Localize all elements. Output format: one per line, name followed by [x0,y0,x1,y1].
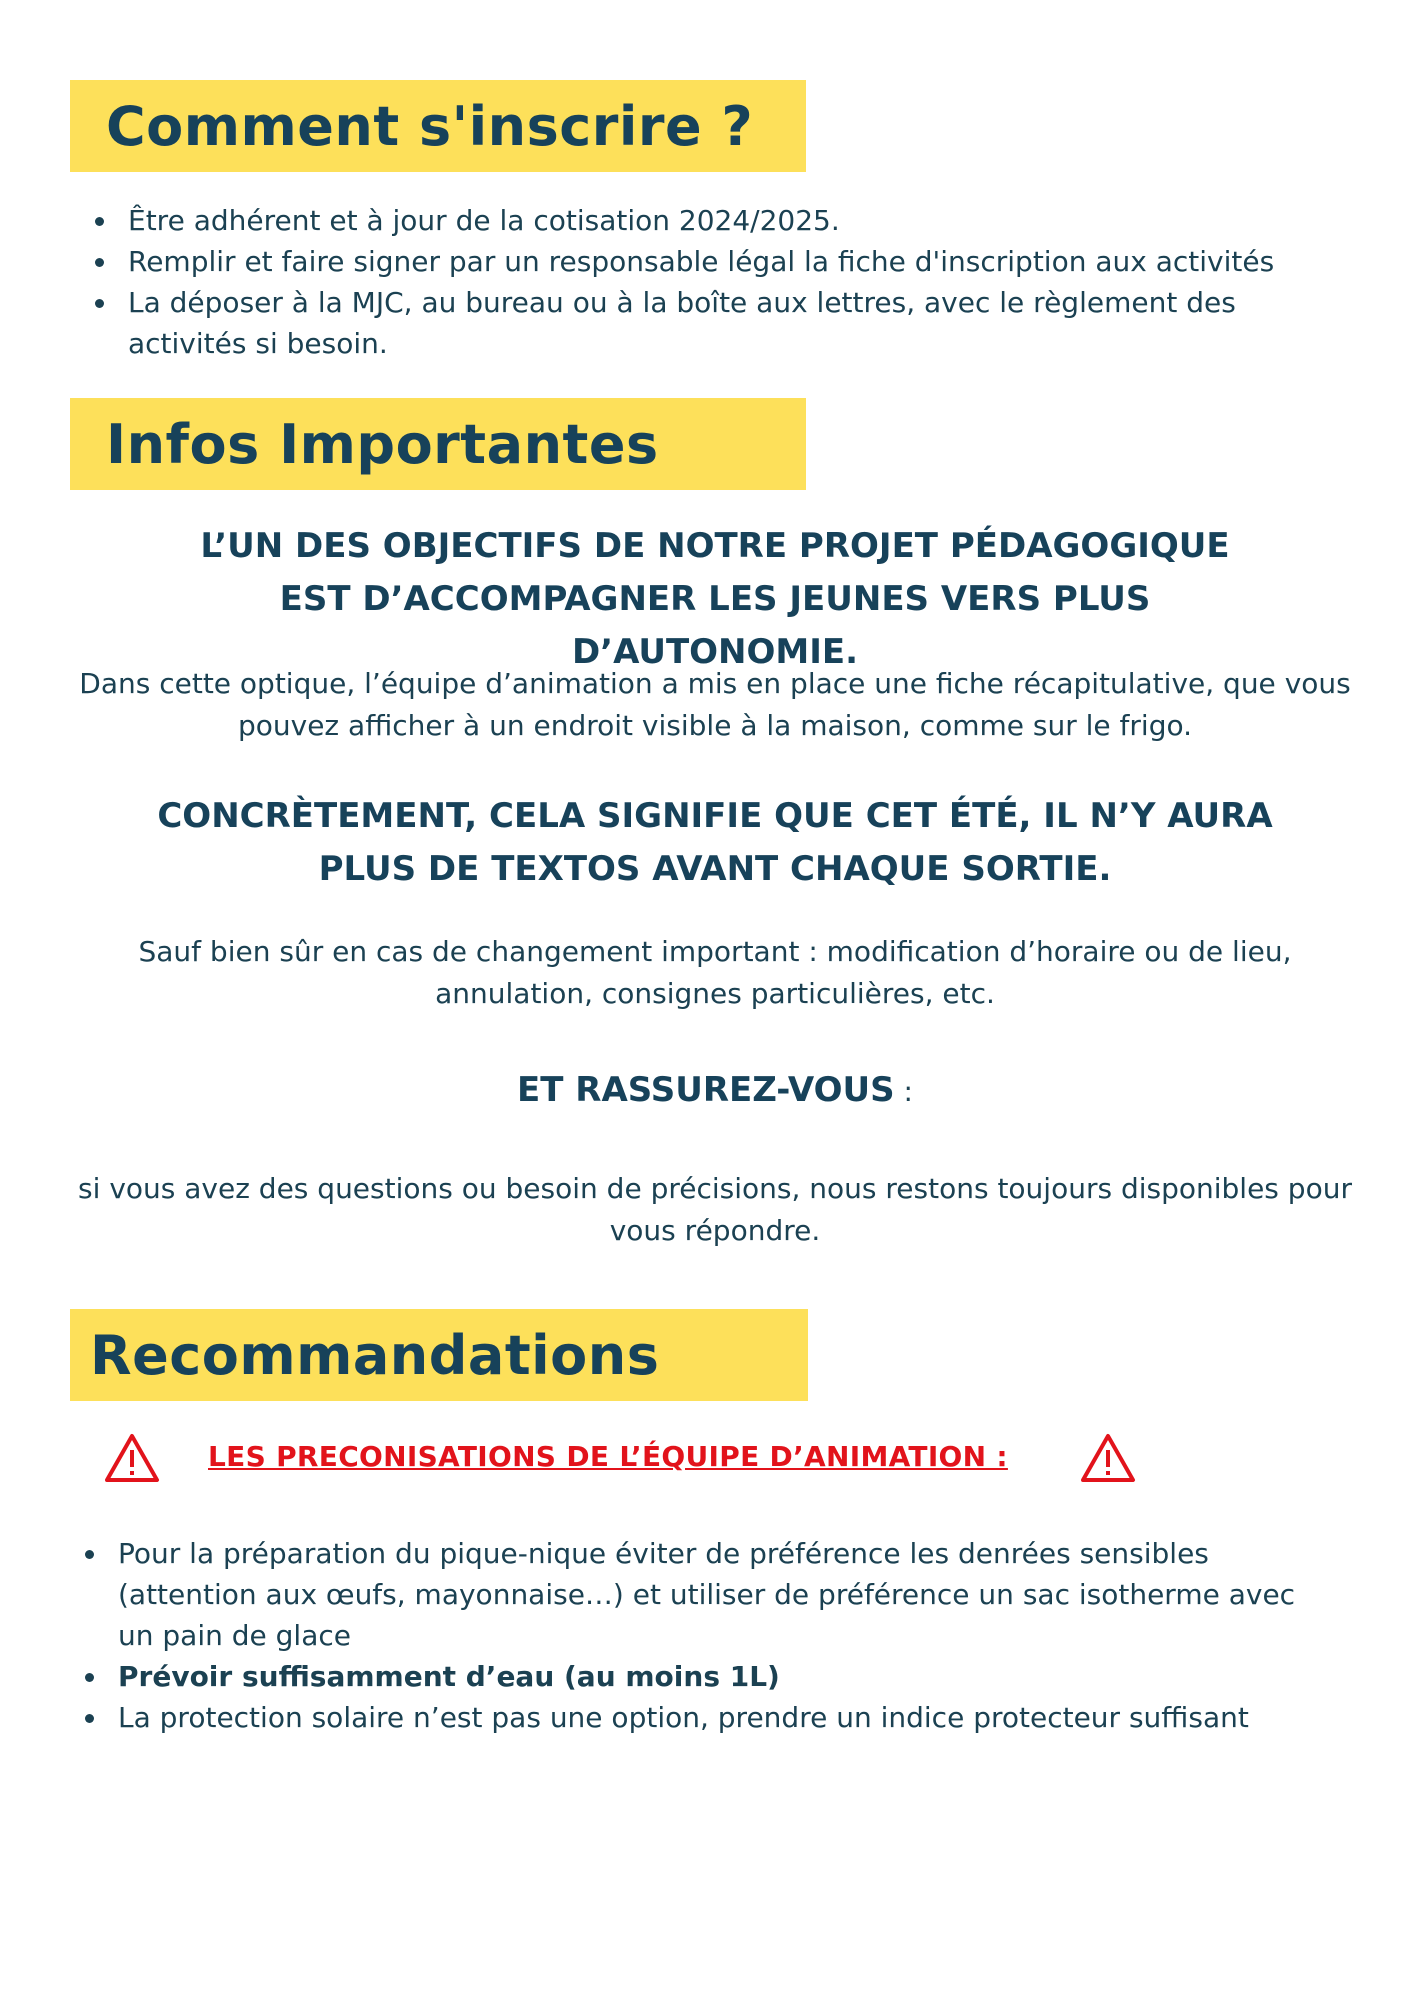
section-title-infos: Infos Importantes [106,412,659,476]
section-header-infos [70,398,806,490]
warning-label: LES PRECONISATIONS DE L’ÉQUIPE D’ANIMATION : [208,1440,1008,1473]
recommandations-list [78,1533,1358,1738]
inscription-list [88,200,1368,364]
warning-row [100,1432,1160,1492]
section-title-recommandations: Recommandations [90,1323,660,1387]
section-header-recommandations [70,1309,808,1401]
list-item: La protection solaire n’est pas une option, prendre un indice protecteur suffisant [78,1697,1358,1738]
list-item: Pour la préparation du pique-nique éviter de préférence les denrées sensibles (attention aux œufs, mayonnaise…) et utiliser de préférence un sac isotherme avec un pain de glace [78,1533,1358,1656]
list-item: La déposer à la MJC, au bureau ou à la boîte aux lettres, avec le règlement des activités si besoin. [88,282,1368,364]
infos-headline-autonomie: L’UN DES OBJECTIFS DE NOTRE PROJET PÉDAGOGIQUE EST D’ACCOMPAGNER LES JEUNES VERS PLUS D’AUTONOMIE. [200,526,1230,672]
warning-icon [1080,1432,1136,1484]
warning-icon [104,1432,160,1484]
section-title-inscription: Comment s'inscrire ? [106,94,754,158]
list-item: Être adhérent et à jour de la cotisation 2024/2025. [88,200,1368,241]
rassurez-text: ET RASSUREZ-VOUS [517,1070,895,1110]
infos-headline-textos: CONCRÈTEMENT, CELA SIGNIFIE QUE CET ÉTÉ, IL N’Y AURA PLUS DE TEXTOS AVANT CHAQUE SORTIE. [157,796,1273,889]
list-item: Remplir et faire signer par un responsable légal la fiche d'inscription aux activités [88,241,1368,282]
infos-paragraph-questions: si vous avez des questions ou besoin de précisions, nous restons toujours disponibles pour vous répondre. [78,1172,1352,1247]
infos-paragraph-changement: Sauf bien sûr en cas de changement important : modification d’horaire ou de lieu, annulation, consignes particulières, etc. [138,935,1292,1010]
rassurez-colon: : [894,1075,913,1108]
infos-headline-rassurez [70,1064,1360,1117]
infos-paragraph-fiche: Dans cette optique, l’équipe d’animation a mis en place une fiche récapitulative, que vous pouvez afficher à un endroit visible à la maison, comme sur le frigo. [79,667,1351,742]
section-header-inscription [70,80,806,172]
list-item: Prévoir suffisamment d’eau (au moins 1L) [78,1656,1358,1697]
